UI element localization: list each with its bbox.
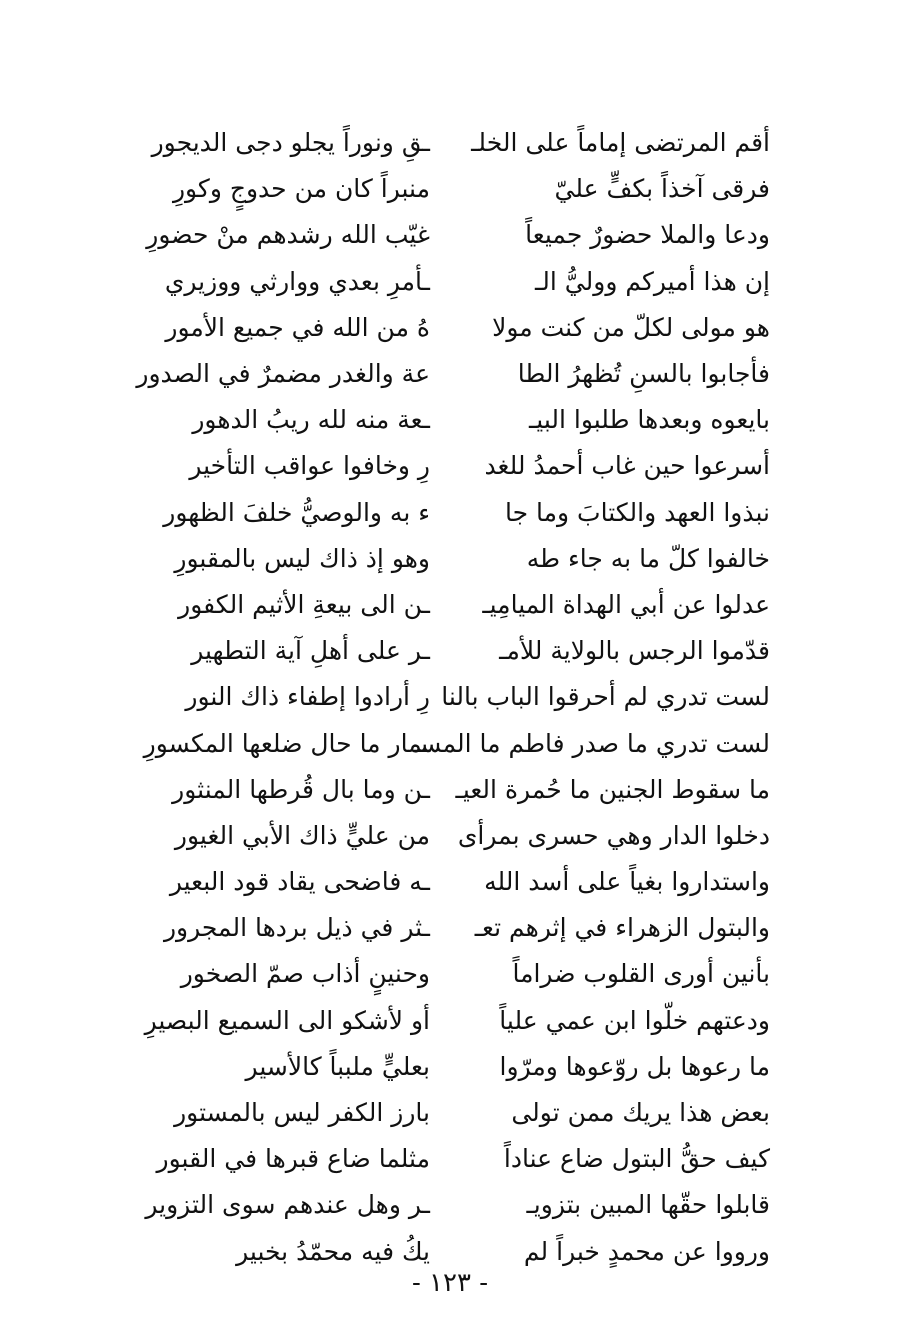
verse-second-hemistich: من عليٍّ ذاك الأبي الغيور xyxy=(174,820,430,850)
verse-line xyxy=(130,1136,770,1182)
verse-second-hemistich: رِ أرادوا إطفاء ذاك النور xyxy=(185,682,430,712)
verse-first-hemistich: نبذوا العهد والكتابَ وما جا xyxy=(505,497,770,527)
verse-second-hemistich: مثلما ضاع قبرها في القبور xyxy=(156,1144,430,1174)
verse-first-hemistich: خالفوا كلّ ما به جاء طه xyxy=(526,543,770,573)
verse-line xyxy=(130,767,770,813)
verse-line xyxy=(130,998,770,1044)
verse-line xyxy=(130,720,770,766)
verse-line xyxy=(130,951,770,997)
verse-line xyxy=(130,351,770,397)
verse-first-hemistich: إن هذا أميركم ووليُّ الـ xyxy=(534,266,770,296)
verse-first-hemistich: هو مولى لكلّ من كنت مولا xyxy=(492,312,770,342)
verse-first-hemistich: والبتول الزهراء في إثرهم تعـ xyxy=(474,913,770,943)
verse-second-hemistich: منبراً كان من حدوجٍ وكورِ xyxy=(172,174,430,204)
verse-second-hemistich: يكُ فيه محمّدُ بخبير xyxy=(236,1236,430,1266)
verse-first-hemistich: ما رعوها بل روّعوها ومرّوا xyxy=(499,1051,770,1081)
page-number: - ١٢٣ - xyxy=(411,1268,489,1298)
verse-second-hemistich: عة والغدر مضمرٌ في الصدور xyxy=(136,359,430,389)
verse-first-hemistich: بعض هذا يريك ممن تولى xyxy=(511,1098,770,1128)
verse-second-hemistich: ـمار ما حال ضلعها المكسورِ xyxy=(143,728,430,758)
verse-line xyxy=(130,259,770,305)
verse-line xyxy=(130,905,770,951)
verse-line xyxy=(130,166,770,212)
verse-line xyxy=(130,674,770,720)
verse-second-hemistich: ـر على أهلِ آية التطهير xyxy=(191,636,430,666)
verse-second-hemistich: وهو إذ ذاك ليس بالمقبورِ xyxy=(174,543,430,573)
verse-second-hemistich: ـه فاضحى يقاد قود البعير xyxy=(169,867,430,897)
verse-second-hemistich: رِ وخافوا عواقب التأخير xyxy=(189,451,430,481)
verse-first-hemistich: لست تدري ما صدر فاطم ما المسـ xyxy=(412,728,770,758)
verse-second-hemistich: ـن وما بال قُرطها المنثور xyxy=(172,774,430,804)
verse-first-hemistich: فأجابوا بالسنِ تُظهرُ الطا xyxy=(517,359,770,389)
verse-line xyxy=(130,120,770,166)
verse-second-hemistich: بعليٍّ ملبباً كالأسير xyxy=(245,1051,430,1081)
verse-line xyxy=(130,397,770,443)
verse-second-hemistich: ـثر في ذيل بردها المجرور xyxy=(163,913,430,943)
verse-second-hemistich: ء به والوصيُّ خلفَ الظهور xyxy=(163,497,430,527)
verse-second-hemistich: غيّب الله رشدهم منْ حضورِ xyxy=(146,220,430,250)
verse-line xyxy=(130,813,770,859)
verse-second-hemistich: وحنينٍ أذاب صمّ الصخور xyxy=(180,959,430,989)
verse-first-hemistich: قدّموا الرجس بالولاية للأمـ xyxy=(499,636,770,666)
verse-first-hemistich: ورووا عن محمدٍ خبراً لم xyxy=(523,1236,770,1266)
verse-line xyxy=(130,1090,770,1136)
verse-line xyxy=(130,1182,770,1228)
verse-line xyxy=(130,305,770,351)
verse-first-hemistich: قابلوا حقّها المبين بتزويـ xyxy=(526,1190,770,1220)
verse-first-hemistich: فرقى آخذاً بكفٍّ عليّ xyxy=(554,174,770,204)
verse-line xyxy=(130,859,770,905)
verse-first-hemistich: ودعتهم خلّوا ابن عمي علياً xyxy=(499,1005,770,1035)
verse-line xyxy=(130,628,770,674)
verse-second-hemistich: ـعة منه لله ريبُ الدهور xyxy=(192,405,430,435)
verse-first-hemistich: عدلوا عن أبي الهداة الميامِيـ xyxy=(482,589,770,619)
verse-line xyxy=(130,443,770,489)
verse-line xyxy=(130,212,770,258)
verse-first-hemistich: بايعوه وبعدها طلبوا البيـ xyxy=(528,405,770,435)
verse-second-hemistich: ـر وهل عندهم سوى التزوير xyxy=(145,1190,430,1220)
verse-line xyxy=(130,536,770,582)
verse-line xyxy=(130,490,770,536)
verse-second-hemistich: ـقِ ونوراً يجلو دجى الديجور xyxy=(151,128,430,158)
verse-first-hemistich: لست تدري لم أحرقوا الباب بالنا xyxy=(441,682,770,712)
verse-line xyxy=(130,582,770,628)
verse-first-hemistich: بأنين أورى القلوب ضراماً xyxy=(512,959,770,989)
verse-first-hemistich: ما سقوط الجنين ما حُمرة العيـ xyxy=(455,774,770,804)
verse-first-hemistich: واستداروا بغياً على أسد الله xyxy=(484,867,770,897)
verse-second-hemistich: بارز الكفر ليس بالمستور xyxy=(174,1098,430,1128)
verse-first-hemistich: كيف حقُّ البتول ضاع عناداً xyxy=(503,1144,770,1174)
verse-first-hemistich: ودعا والملا حضورٌ جميعاً xyxy=(525,220,770,250)
verse-line xyxy=(130,1044,770,1090)
poem-body xyxy=(130,120,770,1275)
verse-second-hemistich: ـأمرِ بعدي ووارثي ووزيري xyxy=(164,266,430,296)
verse-first-hemistich: أسرعوا حين غاب أحمدُ للغد xyxy=(484,451,770,481)
verse-second-hemistich: أو لأشكو الى السميع البصيرِ xyxy=(144,1005,430,1035)
verse-first-hemistich: أقم المرتضى إماماً على الخلـ xyxy=(471,128,770,158)
verse-second-hemistich: ـن الى بيعةِ الأثيم الكفور xyxy=(178,589,430,619)
verse-second-hemistich: هُ من الله في جميع الأمور xyxy=(165,312,430,342)
verse-first-hemistich: دخلوا الدار وهي حسرى بمرأى xyxy=(457,820,770,850)
